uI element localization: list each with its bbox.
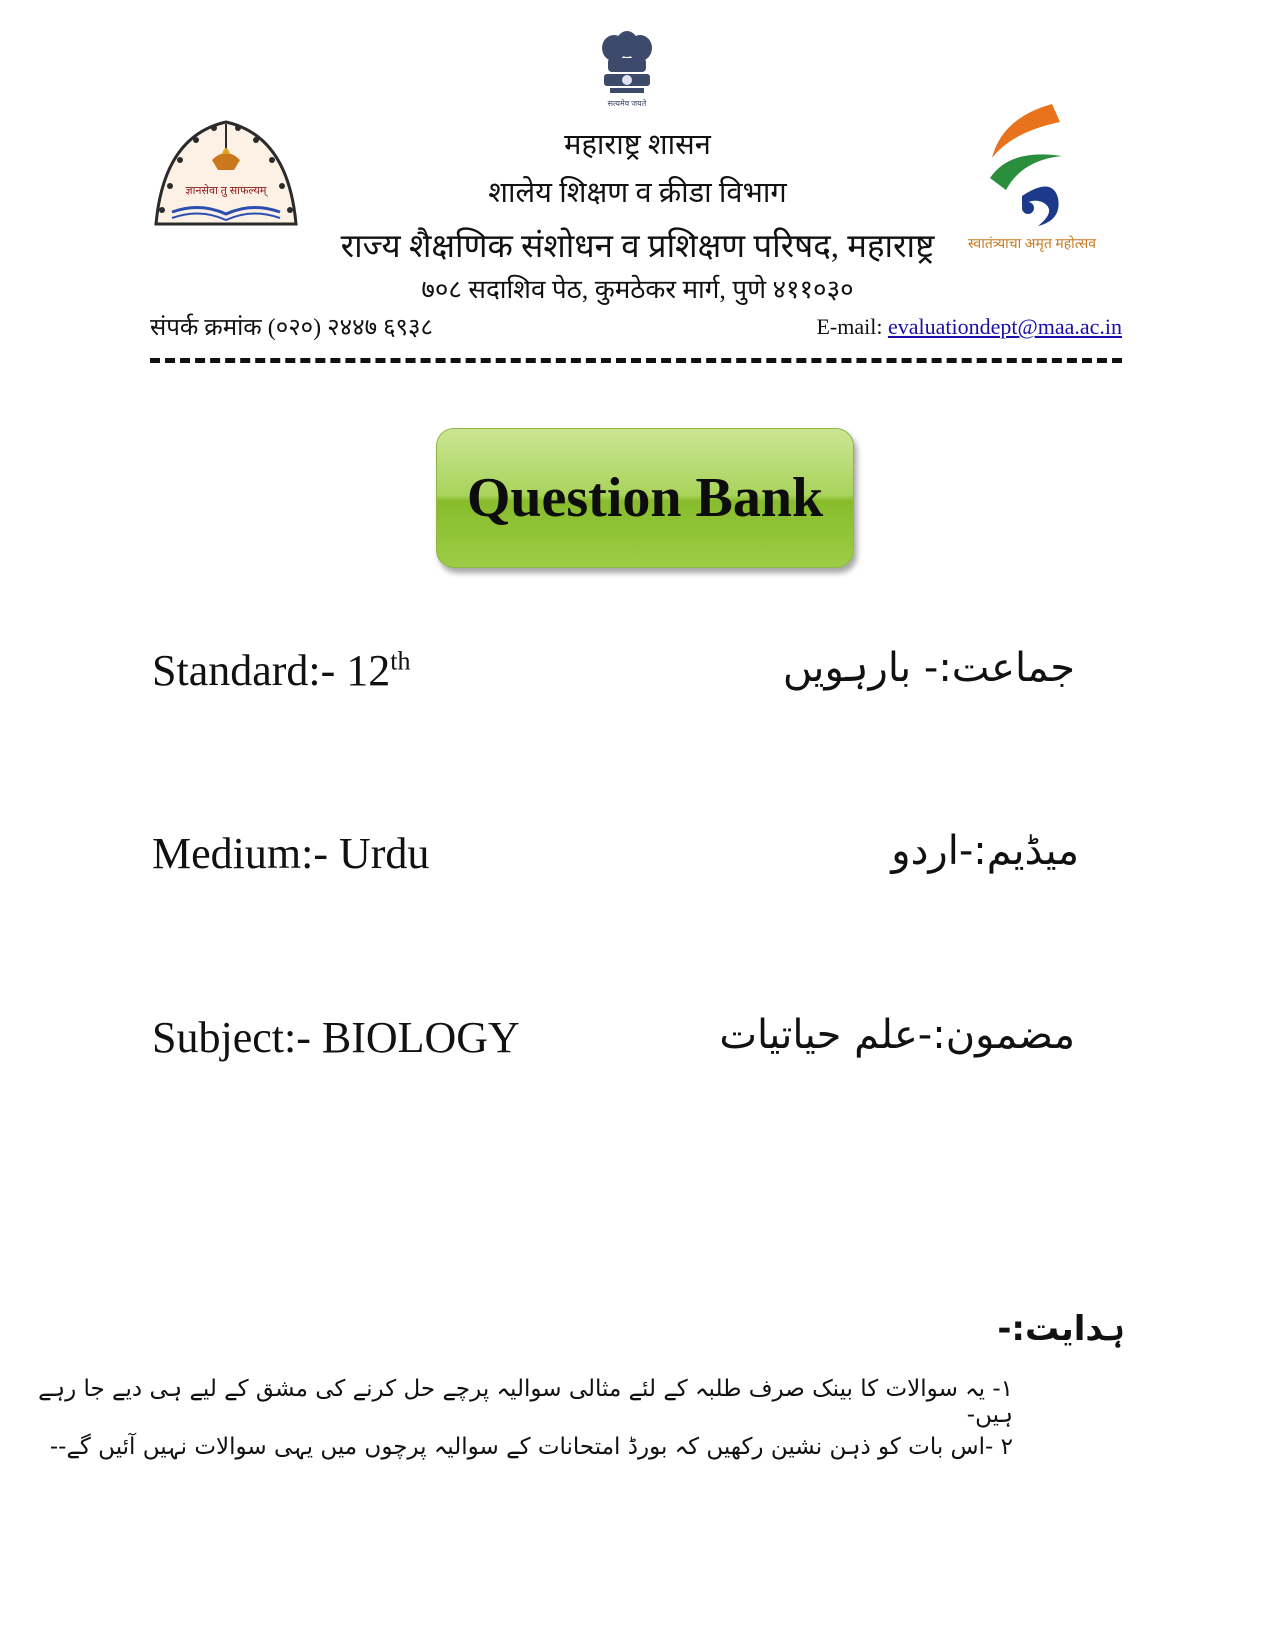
question-bank-title [436,428,854,568]
standard-label: Standard:- 12th [152,646,411,695]
national-emblem-icon [596,28,658,112]
standard-superscript: th [390,646,411,676]
medium-label: Medium:- Urdu [152,829,430,878]
subject-label: Subject:- BIOLOGY [152,1013,520,1062]
email-label: E-mail: [816,314,888,339]
email-link[interactable]: evaluationdept@maa.ac.in [887,314,1122,339]
instructions-title: ہدایت:- [997,1309,1125,1349]
instruction-item: ٢ -اس بات کو ذہن نشین رکھیں کہ بورڈ امتحانات کے سوالیہ پرچوں میں یہی سوالات نہیں آئیں گے-- [49,1434,1013,1460]
subject-urdu: مضمون:-علم حیاتیات [719,1012,1075,1058]
header-address: ७०८ सदाशिव पेठ, कुमठेकर मार्ग, पुणे ४११०३० [421,275,854,304]
medium-urdu: میڈیم:-اردو [891,828,1079,874]
header-line-1: महाराष्ट्र शासन [564,129,711,161]
title-text: Question Bank [466,467,824,529]
svg-text:ज्ञानसेवा तु साफल्यम्: ज्ञानसेवा तु साफल्यम् [185,185,267,197]
header-divider [150,358,1122,363]
standard-urdu: جماعت:- بارہویں [782,645,1075,691]
contact-phone: संपर्क क्रमांक (०२०) २४४७ ६९३८ [150,315,433,341]
header-line-3: राज्य शैक्षणिक संशोधन व प्रशिक्षण परिषद, महाराष्ट्र [340,229,935,265]
svg-text:सत्यमेव जयते: सत्यमेव जयते [607,99,647,108]
header-line-2: शालेय शिक्षण व क्रीडा विभाग [488,177,787,209]
instruction-item: ١- یہ سوالات کا بینک صرف طلبہ کے لئے مثالی سوالیہ پرچے حل کرنے کی مشق کے لیے ہی دیے جا رہے ہیں- [38,1376,1013,1428]
contact-email [816,314,1122,340]
svg-text:स्वातंत्र्याचा अमृत महोत्सव: स्वातंत्र्याचा अमृत महोत्सव [967,237,1097,252]
